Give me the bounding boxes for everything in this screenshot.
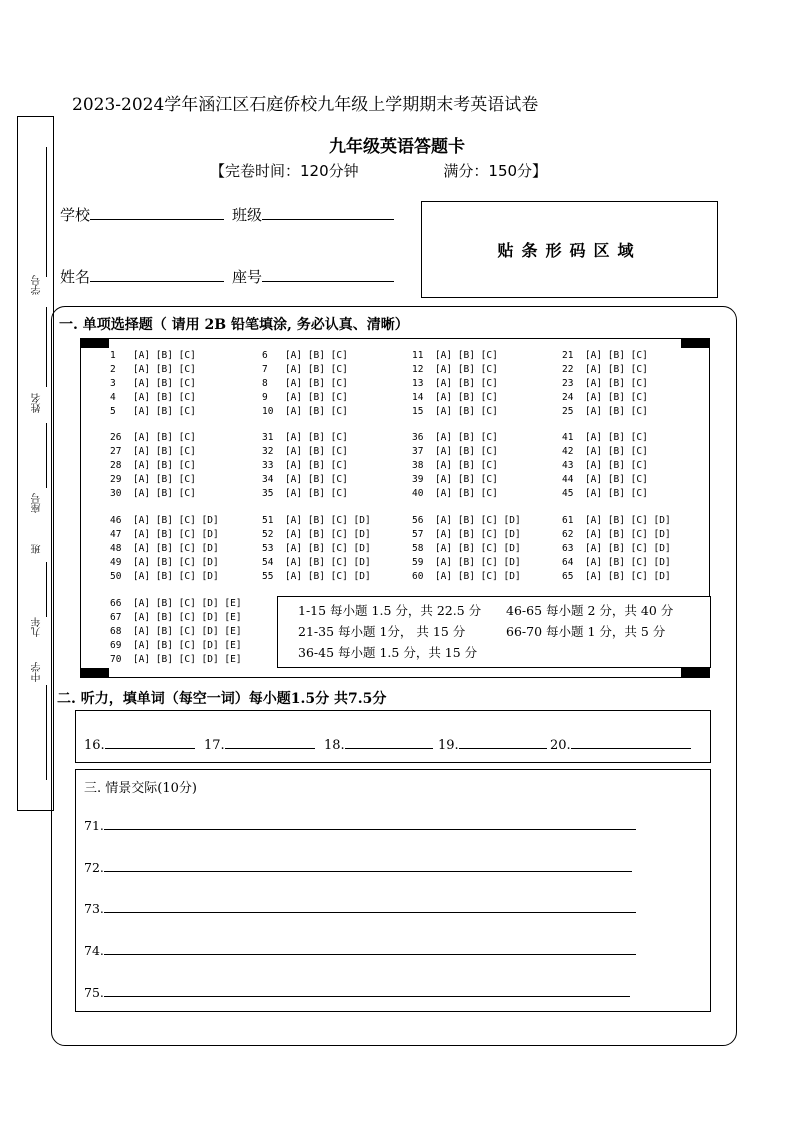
choice-question-row[interactable]: 8 [A] [B] [C] (262, 378, 348, 389)
choice-question-row[interactable]: 3 [A] [B] [C] (110, 378, 196, 389)
strip-line (46, 147, 47, 277)
choice-question-row[interactable]: 2 [A] [B] [C] (110, 364, 196, 375)
choice-question-row[interactable]: 41 [A] [B] [C] (562, 432, 648, 443)
choice-question-row[interactable]: 50 [A] [B] [C] [D] (110, 571, 219, 582)
item-number: 17. (204, 738, 225, 753)
choice-question-row[interactable]: 37 [A] [B] [C] (412, 446, 498, 457)
scoring-rule: 66-70 每小题 1 分，共 5 分 (506, 624, 666, 639)
scoring-rules-box (277, 596, 711, 668)
item-number: 18. (324, 738, 345, 753)
answer-line[interactable] (104, 943, 636, 955)
name-label: 姓名 (60, 268, 91, 286)
alignment-mark (81, 339, 109, 348)
choice-question-row[interactable]: 13 [A] [B] [C] (412, 378, 498, 389)
item-number: 75. (84, 985, 104, 1000)
choice-question-row[interactable]: 4 [A] [B] [C] (110, 392, 196, 403)
choice-question-row[interactable]: 35 [A] [B] [C] (262, 488, 348, 499)
choice-question-row[interactable]: 60 [A] [B] [C] [D] (412, 571, 521, 582)
alignment-mark (681, 339, 709, 348)
scoring-rule: 36-45 每小题 1.5 分，共 15 分 (298, 645, 478, 660)
choice-question-row[interactable]: 32 [A] [B] [C] (262, 446, 348, 457)
seat-label: 座号 (232, 268, 263, 286)
choice-question-row[interactable]: 49 [A] [B] [C] [D] (110, 557, 219, 568)
item-number: 73. (84, 901, 104, 916)
dialogue-answer-73[interactable] (84, 901, 636, 916)
choice-question-row[interactable]: 61 [A] [B] [C] [D] (562, 515, 671, 526)
choice-question-row[interactable]: 26 [A] [B] [C] (110, 432, 196, 443)
choice-question-row[interactable]: 44 [A] [B] [C] (562, 474, 648, 485)
item-number: 71. (84, 818, 104, 833)
binding-strip (17, 116, 54, 811)
choice-question-row[interactable]: 6 [A] [B] [C] (262, 350, 348, 361)
choice-question-row[interactable]: 27 [A] [B] [C] (110, 446, 196, 457)
scoring-rule: 1-15 每小题 1.5 分，共 22.5 分 (298, 603, 482, 618)
choice-question-row[interactable]: 9 [A] [B] [C] (262, 392, 348, 403)
choice-question-row[interactable]: 14 [A] [B] [C] (412, 392, 498, 403)
choice-question-row[interactable]: 45 [A] [B] [C] (562, 488, 648, 499)
answer-line[interactable] (104, 860, 632, 872)
listening-item-17[interactable] (204, 736, 315, 753)
strip-line (46, 423, 47, 488)
full-score: 满分：150分】 (443, 162, 548, 180)
choice-question-row[interactable]: 1 [A] [B] [C] (110, 350, 196, 361)
choice-question-row[interactable]: 56 [A] [B] [C] [D] (412, 515, 521, 526)
alignment-mark (681, 668, 709, 677)
class-blank[interactable] (262, 205, 394, 220)
answer-line[interactable] (104, 901, 636, 913)
choice-question-row[interactable]: 5 [A] [B] [C] (110, 406, 196, 417)
choice-question-row[interactable]: 59 [A] [B] [C] [D] (412, 557, 521, 568)
item-number: 74. (84, 943, 104, 958)
item-number: 19. (438, 738, 459, 753)
answer-line[interactable] (104, 985, 630, 997)
choice-question-row[interactable]: 58 [A] [B] [C] [D] (412, 543, 521, 554)
name-blank[interactable] (90, 267, 224, 282)
choice-question-row[interactable]: 43 [A] [B] [C] (562, 460, 648, 471)
dialogue-answer-75[interactable] (84, 985, 630, 1000)
choice-question-row[interactable]: 68 [A] [B] [C] [D] [E] (110, 626, 242, 637)
seat-field[interactable] (232, 266, 394, 287)
seat-blank[interactable] (262, 267, 394, 282)
choice-question-row[interactable]: 69 [A] [B] [C] [D] [E] (110, 640, 242, 651)
choice-question-row[interactable]: 55 [A] [B] [C] [D] (262, 571, 371, 582)
strip-line (46, 685, 47, 780)
choice-question-row[interactable]: 46 [A] [B] [C] [D] (110, 515, 219, 526)
strip-label-grade: 九年 (32, 617, 43, 637)
name-field[interactable] (60, 266, 224, 287)
scoring-rule: 46-65 每小题 2 分，共 40 分 (506, 603, 674, 618)
dialogue-answer-72[interactable] (84, 860, 632, 875)
scoring-rule: 21-35 每小题 1分， 共 15 分 (298, 624, 466, 639)
document-title: 2023-2024学年涵江区石庭侨校九年级上学期期末考英语试卷 (72, 95, 539, 115)
listening-item-19[interactable] (438, 736, 547, 753)
choice-question-row[interactable]: 51 [A] [B] [C] [D] (262, 515, 371, 526)
item-number: 16. (84, 738, 105, 753)
choice-question-row[interactable]: 42 [A] [B] [C] (562, 446, 648, 457)
choice-question-row[interactable]: 28 [A] [B] [C] (110, 460, 196, 471)
choice-question-row[interactable]: 40 [A] [B] [C] (412, 488, 498, 499)
choice-question-row[interactable]: 36 [A] [B] [C] (412, 432, 498, 443)
choice-question-row[interactable]: 53 [A] [B] [C] [D] (262, 543, 371, 554)
choice-question-row[interactable]: 67 [A] [B] [C] [D] [E] (110, 612, 242, 623)
answer-blank[interactable] (571, 736, 691, 749)
choice-question-row[interactable]: 62 [A] [B] [C] [D] (562, 529, 671, 540)
choice-question-row[interactable]: 54 [A] [B] [C] [D] (262, 557, 371, 568)
choice-question-row[interactable]: 52 [A] [B] [C] [D] (262, 529, 371, 540)
choice-question-row[interactable]: 70 [A] [B] [C] [D] [E] (110, 654, 242, 665)
choice-question-row[interactable]: 23 [A] [B] [C] (562, 378, 648, 389)
choice-question-row[interactable]: 39 [A] [B] [C] (412, 474, 498, 485)
choice-question-row[interactable]: 63 [A] [B] [C] [D] (562, 543, 671, 554)
choice-question-row[interactable]: 66 [A] [B] [C] [D] [E] (110, 598, 242, 609)
section2-heading: 二. 听力，填单词（每空一词）每小题1.5分 共7.5分 (57, 691, 387, 707)
choice-question-row[interactable]: 7 [A] [B] [C] (262, 364, 348, 375)
answer-blank[interactable] (225, 736, 315, 749)
exam-time-score (210, 160, 547, 181)
choice-question-row[interactable]: 12 [A] [B] [C] (412, 364, 498, 375)
strip-label-school: 中学 (32, 662, 43, 682)
dialogue-answer-71[interactable] (84, 818, 636, 833)
class-label: 班级 (232, 206, 263, 224)
choice-question-row[interactable]: 48 [A] [B] [C] [D] (110, 543, 219, 554)
choice-question-row[interactable]: 34 [A] [B] [C] (262, 474, 348, 485)
strip-label-student-id: 学号 (32, 275, 43, 295)
exam-time: 【完卷时间：120分钟 (210, 162, 359, 180)
answer-line[interactable] (104, 818, 636, 830)
barcode-area: 贴条形码区域 (421, 201, 718, 298)
choice-question-row[interactable]: 57 [A] [B] [C] [D] (412, 529, 521, 540)
listening-item-20[interactable] (550, 736, 691, 753)
choice-question-row[interactable]: 11 [A] [B] [C] (412, 350, 498, 361)
strip-line (46, 307, 47, 387)
section3-heading: 三. 情景交际(10分) (84, 781, 197, 796)
answer-blank[interactable] (105, 736, 195, 749)
strip-line (46, 562, 47, 617)
school-field[interactable] (60, 204, 224, 225)
class-field[interactable] (232, 204, 394, 225)
strip-label-seat: 座号 (32, 493, 43, 513)
choice-question-row[interactable]: 10 [A] [B] [C] (262, 406, 348, 417)
choice-question-row[interactable]: 24 [A] [B] [C] (562, 392, 648, 403)
section1-heading: 一. 单项选择题（ 请用 2B 铅笔填涂, 务必认真、清晰） (59, 317, 409, 333)
listening-item-18[interactable] (324, 736, 433, 753)
dialogue-answer-74[interactable] (84, 943, 636, 958)
answer-card-title: 九年级英语答题卡 (329, 137, 465, 157)
choice-question-row[interactable]: 22 [A] [B] [C] (562, 364, 648, 375)
school-label: 学校 (60, 206, 91, 224)
strip-label-name: 姓名 (32, 393, 43, 413)
listening-item-16[interactable] (84, 736, 195, 753)
choice-question-row[interactable]: 31 [A] [B] [C] (262, 432, 348, 443)
choice-question-row[interactable]: 15 [A] [B] [C] (412, 406, 498, 417)
choice-question-row[interactable]: 29 [A] [B] [C] (110, 474, 196, 485)
choice-question-row[interactable]: 33 [A] [B] [C] (262, 460, 348, 471)
answer-blank[interactable] (345, 736, 433, 749)
school-blank[interactable] (90, 205, 224, 220)
choice-question-row[interactable]: 64 [A] [B] [C] [D] (562, 557, 671, 568)
choice-question-row[interactable]: 47 [A] [B] [C] [D] (110, 529, 219, 540)
item-number: 72. (84, 860, 104, 875)
situational-dialogue-box (75, 769, 711, 1012)
choice-question-row[interactable]: 25 [A] [B] [C] (562, 406, 648, 417)
choice-question-row[interactable]: 30 [A] [B] [C] (110, 488, 196, 499)
item-number: 20. (550, 738, 571, 753)
answer-blank[interactable] (459, 736, 547, 749)
choice-question-row[interactable]: 38 [A] [B] [C] (412, 460, 498, 471)
choice-question-row[interactable]: 21 [A] [B] [C] (562, 350, 648, 361)
alignment-mark (81, 668, 109, 677)
strip-label-class: 班 (32, 544, 43, 554)
choice-question-row[interactable]: 65 [A] [B] [C] [D] (562, 571, 671, 582)
